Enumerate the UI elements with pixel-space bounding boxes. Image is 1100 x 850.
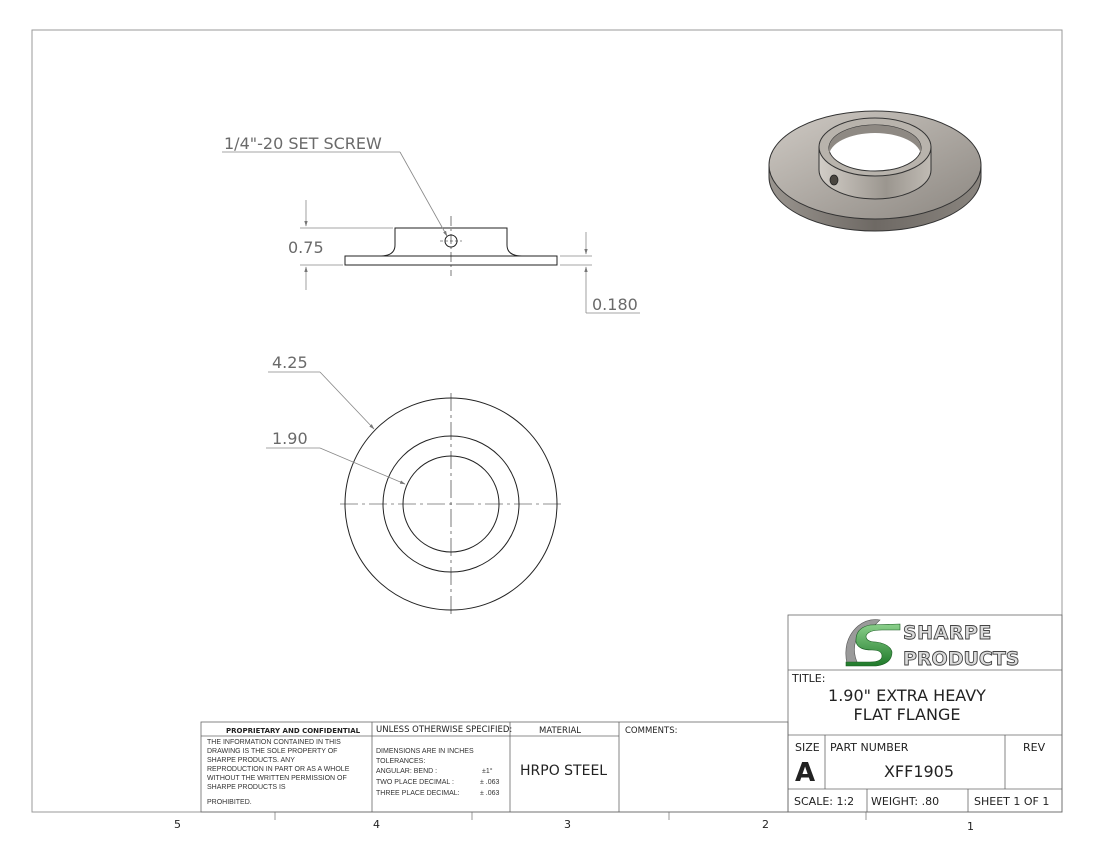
isometric-view [769, 111, 981, 231]
material-value: HRPO STEEL [520, 763, 608, 779]
inner-diameter-label: 1.90 [272, 429, 308, 448]
logo-text-bottom: PRODUCTS [903, 648, 1020, 670]
svg-text:REPRODUCTION IN PART OR AS A W: REPRODUCTION IN PART OR AS A WHOLE [207, 766, 350, 773]
tolerance-text [376, 748, 500, 797]
svg-text:DIMENSIONS ARE IN INCHES: DIMENSIONS ARE IN INCHES [376, 748, 474, 755]
svg-text:±1°: ±1° [482, 768, 493, 775]
svg-text:THREE PLACE DECIMAL:: THREE PLACE DECIMAL: [376, 790, 460, 797]
comments-label: COMMENTS: [625, 726, 678, 736]
iso-set-screw-hole [830, 175, 838, 185]
zone-label: 1 [967, 820, 974, 833]
height-label: 0.75 [288, 238, 324, 257]
size-label: SIZE [795, 741, 820, 754]
inner-diameter-callout [266, 448, 405, 484]
top-view [340, 393, 562, 616]
tolerance-heading: UNLESS OTHERWISE SPECIFIED: [376, 725, 513, 735]
title-label: TITLE: [792, 672, 826, 685]
zone-label: 4 [373, 818, 380, 831]
svg-text:ANGULAR: BEND :: ANGULAR: BEND : [376, 768, 438, 775]
svg-text:THE INFORMATION CONTAINED IN T: THE INFORMATION CONTAINED IN THIS [207, 739, 341, 746]
svg-text:DRAWING IS THE SOLE PROPERTY O: DRAWING IS THE SOLE PROPERTY OF [207, 748, 338, 755]
weight-text: WEIGHT: .80 [871, 795, 940, 808]
outer-diameter-label: 4.25 [272, 353, 308, 372]
set-screw-label: 1/4"-20 SET SCREW [224, 134, 382, 153]
zone-label: 2 [762, 818, 769, 831]
drawing-title-line-1: 1.90" EXTRA HEAVY [828, 686, 986, 705]
material-label: MATERIAL [539, 726, 582, 736]
sharpe-products-logo [846, 620, 1020, 670]
scale-text: SCALE: 1:2 [794, 795, 855, 808]
svg-text:TOLERANCES:: TOLERANCES: [376, 758, 426, 765]
outer-diameter-callout [268, 372, 374, 429]
size-value: A [795, 758, 816, 788]
rev-label: REV [1023, 741, 1046, 754]
zone-label: 3 [564, 818, 571, 831]
svg-text:± .063: ± .063 [480, 790, 500, 797]
zone-labels [174, 812, 974, 833]
proprietary-heading: PROPRIETARY AND CONFIDENTIAL [226, 727, 361, 735]
svg-text:SHARPE PRODUCTS IS: SHARPE PRODUCTS IS [207, 784, 286, 791]
drawing-title-line-2: FLAT FLANGE [853, 705, 961, 724]
part-number-label: PART NUMBER [830, 741, 909, 754]
thickness-label: 0.180 [592, 295, 638, 314]
svg-text:SHARPE PRODUCTS. ANY: SHARPE PRODUCTS. ANY [207, 757, 295, 764]
svg-text:PROHIBITED.: PROHIBITED. [207, 799, 252, 806]
zone-label: 5 [174, 818, 181, 831]
logo-text-top: SHARPE [903, 622, 992, 644]
proprietary-text [207, 739, 350, 806]
part-number-value: XFF1905 [883, 762, 955, 781]
set-screw-callout [222, 134, 447, 236]
sheet-text: SHEET 1 OF 1 [974, 795, 1050, 808]
front-view [345, 216, 557, 276]
svg-text:WITHOUT THE WRITTEN PERMISSION: WITHOUT THE WRITTEN PERMISSION OF [207, 775, 347, 782]
svg-text:TWO PLACE DECIMAL :: TWO PLACE DECIMAL : [376, 779, 454, 786]
svg-text:± .063: ± .063 [480, 779, 500, 786]
